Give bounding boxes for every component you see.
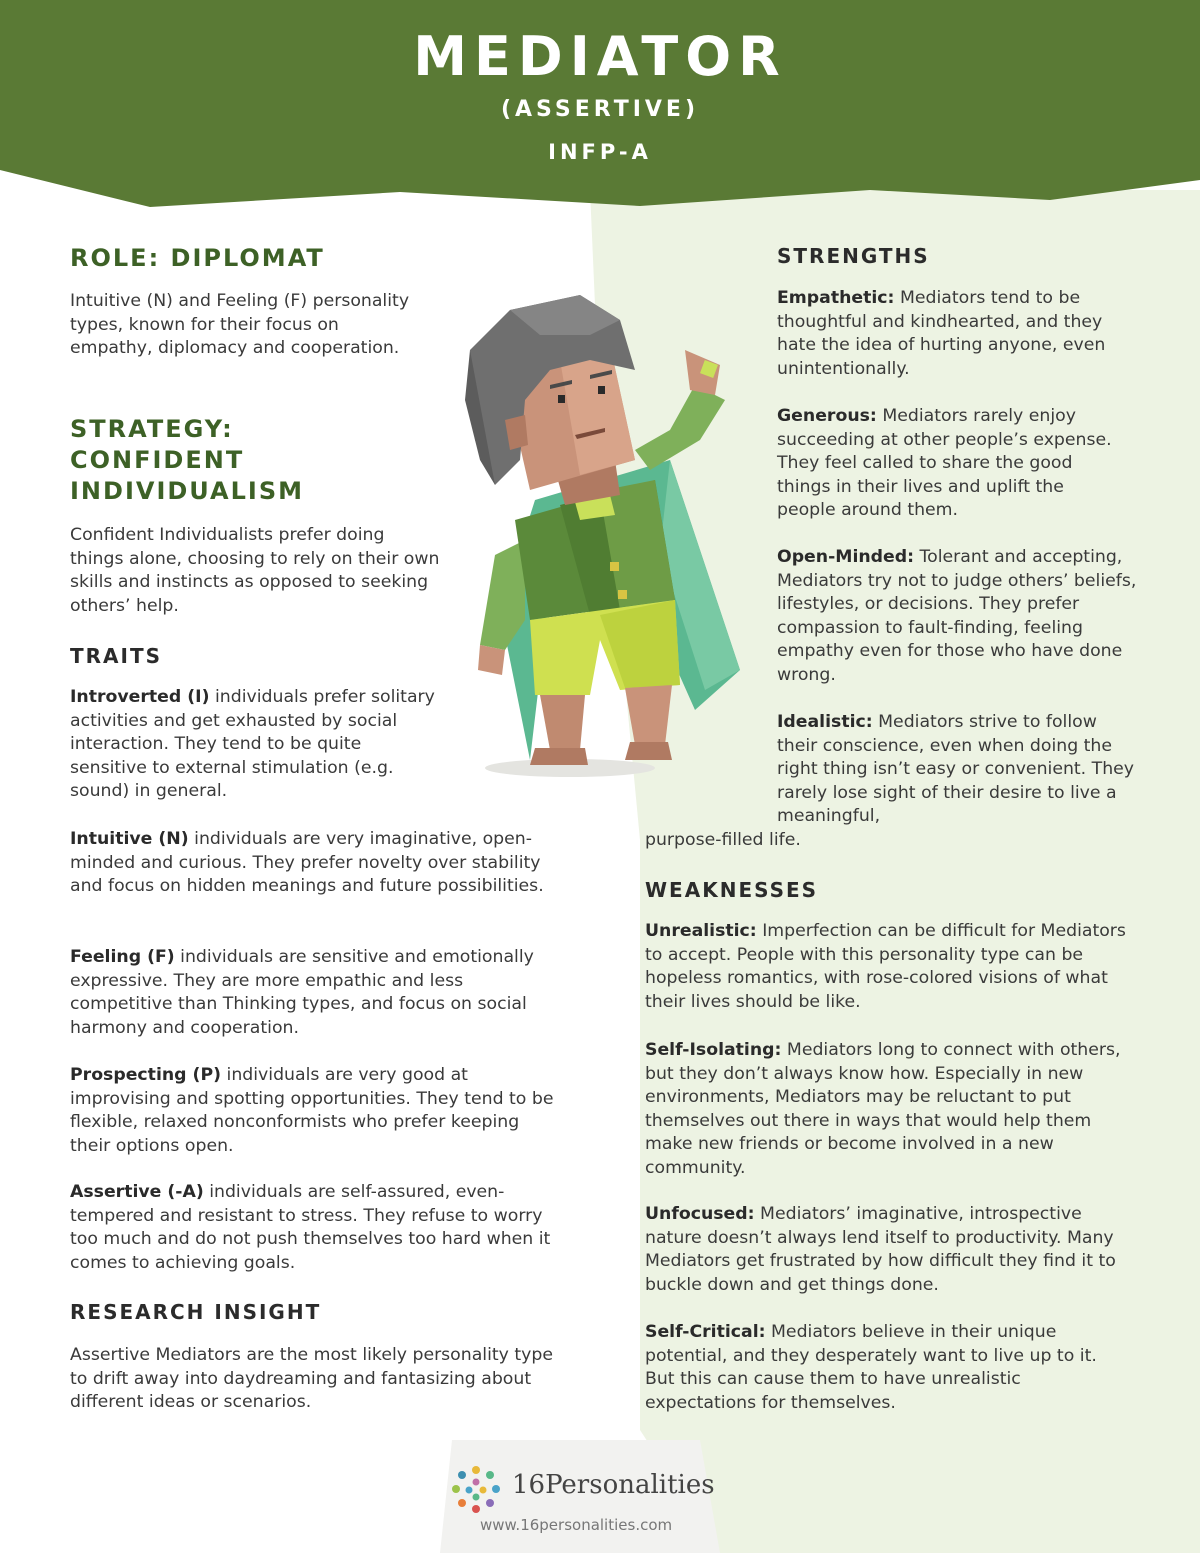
role-heading: ROLE: DIPLOMAT bbox=[70, 244, 325, 272]
trait-assertive bbox=[70, 1181, 560, 1275]
trait-desc: individuals are very imaginative, open-minded and curious. They prefer novelty over stability and focus on hidden meanings and future possibilities. bbox=[70, 829, 544, 897]
trait-term: Feeling (F) bbox=[70, 947, 175, 967]
trait-desc: individuals are very good at improvising and spotting opportunities. They tend to be flexible, relaxed nonconformists who prefer keeping their options open. bbox=[70, 1065, 554, 1156]
page-title: MEDIATOR bbox=[413, 25, 787, 88]
research-text: Assertive Mediators are the most likely personality type to drift away into daydreaming and fantasizing about different ideas or scenarios. bbox=[70, 1345, 553, 1413]
strength-open-minded bbox=[777, 546, 1142, 688]
website-url[interactable]: www.16personalities.com bbox=[480, 1516, 673, 1534]
strategy-heading bbox=[70, 414, 304, 507]
weakness-self-critical bbox=[645, 1321, 1125, 1415]
header bbox=[0, 22, 1200, 170]
strength-desc: Mediators tend to be thoughtful and kindhearted, and they hate the idea of hurting anyone, even unintentionally. bbox=[777, 288, 1106, 379]
strength-desc: Mediators rarely enjoy succeeding at other people’s expense. They feel called to share the good things in their lives and uplift the people around them. bbox=[777, 406, 1112, 521]
strength-desc: Tolerant and accepting, Mediators try not to judge others’ beliefs, lifestyles, or decisions. They prefer compassion to fault-finding, feeling empathy even for those who have done wrong. bbox=[777, 547, 1137, 685]
logo-text: 16Personalities bbox=[512, 1470, 715, 1500]
strategy-heading-line1: STRATEGY: bbox=[70, 415, 234, 443]
trait-introverted bbox=[70, 686, 440, 804]
weakness-term: Self-Isolating: bbox=[645, 1040, 782, 1060]
weaknesses-heading: WEAKNESSES bbox=[645, 878, 819, 902]
dots-logo-icon bbox=[448, 1462, 504, 1518]
weakness-self-isolating bbox=[645, 1039, 1125, 1181]
strength-term: Open-Minded: bbox=[777, 547, 915, 567]
trait-term: Introverted (I) bbox=[70, 687, 210, 707]
trait-desc: individuals are self-assured, even-tempered and resistant to stress. They refuse to worry too much and do not push themselves too hard when it comes to achieving goals. bbox=[70, 1182, 551, 1273]
strength-desc: Mediators strive to follow their conscience, even when doing the right thing isn’t easy or convenient. They rarely lose sight of their desire to live a meaningful, bbox=[777, 712, 1135, 827]
weakness-term: Unfocused: bbox=[645, 1204, 755, 1224]
strategy-heading-line2: CONFIDENT bbox=[70, 446, 245, 474]
footer-logo[interactable] bbox=[448, 1458, 748, 1548]
strength-idealistic-tail: purpose-filled life. bbox=[645, 830, 801, 850]
trait-prospecting bbox=[70, 1064, 560, 1158]
weakness-desc: Mediators’ imaginative, introspective nature doesn’t always lend itself to productivity. Many Mediators get frustrated by how difficult they find it to buckle down and get things done. bbox=[645, 1204, 1116, 1295]
trait-intuitive bbox=[70, 828, 550, 899]
trait-feeling bbox=[70, 946, 560, 1040]
trait-desc: individuals prefer solitary activities and get exhausted by social interaction. They tend to be quite sensitive to external stimulation (e.g. sound) in general. bbox=[70, 687, 435, 802]
strength-generous bbox=[777, 405, 1117, 523]
strength-term: Empathetic: bbox=[777, 288, 895, 308]
trait-term: Intuitive (N) bbox=[70, 829, 189, 849]
mediator-character-illustration bbox=[440, 290, 740, 780]
strength-term: Generous: bbox=[777, 406, 877, 426]
trait-term: Prospecting (P) bbox=[70, 1065, 222, 1085]
strength-idealistic bbox=[777, 711, 1137, 829]
trait-term: Assertive (-A) bbox=[70, 1182, 204, 1202]
strengths-heading: STRENGTHS bbox=[777, 244, 930, 268]
research-heading: RESEARCH INSIGHT bbox=[70, 1300, 322, 1324]
weakness-unfocused bbox=[645, 1203, 1125, 1297]
weakness-unrealistic bbox=[645, 920, 1135, 1014]
weakness-term: Self-Critical: bbox=[645, 1322, 766, 1342]
page-subtitle: (ASSERTIVE) bbox=[500, 97, 700, 122]
traits-heading: TRAITS bbox=[70, 644, 163, 668]
weakness-term: Unrealistic: bbox=[645, 921, 757, 941]
strategy-heading-line3: INDIVIDUALISM bbox=[70, 477, 305, 505]
strength-empathetic bbox=[777, 287, 1122, 381]
weakness-desc: Mediators long to connect with others, but they don’t always know how. Especially in new environments, Mediators may be reluctant to put themselves out there in ways that would help them make new friends or become involved in a new community. bbox=[645, 1040, 1121, 1178]
role-text: Intuitive (N) and Feeling (F) personality types, known for their focus on empathy, diplomacy and cooperation. bbox=[70, 291, 410, 359]
type-code: INFP-A bbox=[548, 140, 652, 164]
strength-term: Idealistic: bbox=[777, 712, 873, 732]
trait-desc: individuals are sensitive and emotionally expressive. They are more empathic and less competitive than Thinking types, and focus on social harmony and cooperation. bbox=[70, 947, 534, 1038]
weakness-desc: Mediators believe in their unique potential, and they desperately want to live up to it. But this can cause them to have unrealistic expectations for themselves. bbox=[645, 1322, 1097, 1413]
strategy-text: Confident Individualists prefer doing things alone, choosing to rely on their own skills and instincts as opposed to seeking others’ help. bbox=[70, 525, 440, 616]
weakness-desc: Imperfection can be difficult for Mediators to accept. People with this personality type can be hopeless romantics, with rose-colored visions of what their lives should be like. bbox=[645, 921, 1126, 1012]
